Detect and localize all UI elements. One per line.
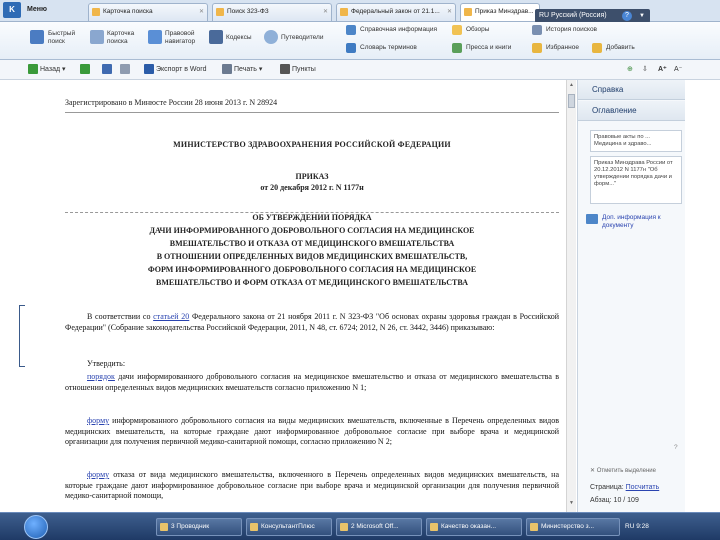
taskbar-item[interactable] xyxy=(526,518,620,536)
chevron-down-icon[interactable]: ▼ xyxy=(639,13,645,19)
text-span: В соответствии со xyxy=(87,312,154,321)
taskbar-label: 2 Microsoft Off... xyxy=(351,523,399,530)
close-icon[interactable]: ✕ xyxy=(446,9,452,15)
page-label: Страница: xyxy=(590,484,624,491)
reference-info-button[interactable]: Справочная информация xyxy=(360,26,437,33)
text-span: дачи информированного добровольного согласия на медицинское вмешательство и отказа от медицинского вмешательства в отношении определенных видов медицинских вмешательств согласно приложению N 1; xyxy=(65,372,559,392)
arrow-left-icon xyxy=(28,64,38,74)
help-tab[interactable]: Справка xyxy=(578,80,686,100)
tab-search-323[interactable] xyxy=(212,3,332,21)
press-books-button[interactable]: Пресса и книги xyxy=(466,44,512,51)
tab-federal-law[interactable] xyxy=(336,3,456,21)
start-button[interactable] xyxy=(24,515,48,539)
right-panel xyxy=(577,80,685,512)
paragraph-row xyxy=(590,496,639,505)
document-view[interactable] xyxy=(30,80,565,512)
form-consent-link[interactable]: форму xyxy=(87,416,110,425)
main-toolbar xyxy=(0,22,720,60)
contents-tab[interactable]: Оглавление xyxy=(578,101,686,121)
font-size-up-icon[interactable]: A⁺ xyxy=(658,66,667,73)
count-pages-link[interactable]: Посчитать xyxy=(625,484,660,491)
order-heading: ПРИКАЗ xyxy=(295,172,329,181)
tab-label: Карточка поиска xyxy=(103,8,153,15)
quick-search-button[interactable]: Быстрый поиск xyxy=(48,30,76,45)
current-document-card[interactable]: Приказ Минздрава России от 20.12.2012 N 1177н "Об утверждении порядка дачи и форм..." xyxy=(590,156,682,204)
taskbar-label: 3 Проводник xyxy=(171,523,210,530)
print-button[interactable]: Печать ▾ xyxy=(222,64,262,76)
forward-button[interactable] xyxy=(80,64,92,76)
approve-paragraph: Утвердить: xyxy=(87,359,126,368)
tab-order[interactable] xyxy=(460,3,540,21)
download-icon[interactable]: ⇩ xyxy=(642,66,648,73)
close-icon[interactable]: ✕ xyxy=(198,9,204,15)
language-indicator[interactable] xyxy=(535,9,650,23)
taskbar-item[interactable] xyxy=(336,518,422,536)
scroll-up-icon[interactable]: ▲ xyxy=(569,82,574,88)
info-doc-icon xyxy=(586,214,598,224)
divider xyxy=(65,112,559,113)
tab-label: Федеральный закон от 21.1... xyxy=(351,8,440,15)
add-favorite-icon[interactable] xyxy=(592,43,602,53)
star-icon[interactable] xyxy=(532,43,542,53)
history-icon[interactable] xyxy=(532,25,542,35)
reviews-icon[interactable] xyxy=(452,25,462,35)
additional-info-link[interactable]: Доп. информация к документу xyxy=(602,214,661,229)
text-span: информированного добровольного согласия на виды медицинских вмешательств, включенные в Перечень определенных видов медицинских вмешательств, на которые граждане дают информированное добровольное согласие при выборе врача и медицинской организации для получения первичной медико-санитарной помощи, согласно приложению N 2; xyxy=(65,416,559,446)
paragraph-label: Абзац: xyxy=(590,497,612,504)
export-word-button[interactable] xyxy=(144,64,207,76)
taskbar xyxy=(0,512,720,540)
taskbar-item[interactable] xyxy=(156,518,242,536)
guides-button[interactable]: Путеводители xyxy=(281,34,324,41)
preamble-paragraph xyxy=(65,312,559,333)
reviews-button[interactable]: Обзоры xyxy=(466,26,490,33)
document-icon xyxy=(430,523,438,531)
tab-strip xyxy=(0,0,720,22)
title-line: ВМЕШАТЕЛЬСТВО И ФОРМ ОТКАЗА ОТ МЕДИЦИНСКОГО ВМЕШАТЕЛЬСТВА xyxy=(156,278,468,287)
tab-label: Приказ Минздрав... xyxy=(475,8,534,15)
help-icon[interactable]: ? xyxy=(622,11,632,21)
taskbar-item[interactable] xyxy=(246,518,332,536)
item-paragraph xyxy=(65,416,559,448)
document-icon xyxy=(340,8,348,16)
save-button[interactable] xyxy=(102,64,114,76)
order-date: от 20 декабря 2012 г. N 1177н xyxy=(260,183,364,192)
save-icon xyxy=(102,64,112,74)
text-span: отказа от вида медицинского вмешательства, включенного в Перечень определенных видов медицинских вмешательств, на которые граждане дают информированное добровольное согласие при выборе врача и медицинской организации для получения первичной медико-санитарной помощи, xyxy=(65,470,559,500)
title-line: В ОТНОШЕНИИ ОПРЕДЕЛЕННЫХ ВИДОВ МЕДИЦИНСКИХ ВМЕШАТЕЛЬСТВ, xyxy=(156,252,468,261)
outer-margin xyxy=(685,80,720,512)
scrollbar-thumb[interactable] xyxy=(568,94,575,108)
print-preview-icon xyxy=(120,64,130,74)
registration-note: Зарегистрировано в Минюсте России 28 июня 2013 г. N 28924 xyxy=(65,98,278,107)
add-button[interactable]: Добавить xyxy=(606,44,635,51)
page-row xyxy=(590,483,659,492)
item-paragraph xyxy=(65,470,559,502)
press-books-icon[interactable] xyxy=(452,43,462,53)
word-icon xyxy=(144,64,154,74)
title-line: ОБ УТВЕРЖДЕНИИ ПОРЯДКА xyxy=(252,213,372,222)
export-word-label: Экспорт в Word xyxy=(156,66,207,73)
codes-icon[interactable] xyxy=(209,30,223,44)
selection-bracket xyxy=(19,305,25,367)
quick-search-icon[interactable] xyxy=(30,30,44,44)
document-icon xyxy=(530,523,538,531)
card-search-icon[interactable] xyxy=(90,30,104,44)
folder-icon xyxy=(160,523,168,531)
print-label: Печать xyxy=(234,66,257,73)
text-span: Федерального закона от 21 ноября 2011 г. N 323-ФЗ "Об основах охраны здоровья граждан в Российской Федерации" (Собрание законодательства Российской Федерации, 2011, N 48, ст. 6724; 2012, N 26, ст. 3442, 3446) приказываю: xyxy=(65,312,559,332)
app-icon xyxy=(250,523,258,531)
search-history-button[interactable]: История поисков xyxy=(546,26,598,33)
language-label: RU Русский (Россия) xyxy=(539,12,607,19)
dictionary-button[interactable]: Словарь терминов xyxy=(360,44,417,51)
back-button[interactable]: Назад ▾ xyxy=(28,64,66,76)
notes-label: Пункты xyxy=(292,66,316,73)
search-card-icon xyxy=(92,8,100,16)
legal-navigator-icon[interactable] xyxy=(148,30,162,44)
taskbar-label: КонсультантПлюс xyxy=(261,523,315,530)
office-icon xyxy=(340,523,348,531)
card-search-button[interactable]: Карточка поиска xyxy=(107,30,135,45)
form-refusal-link[interactable]: форму xyxy=(87,470,110,479)
scroll-down-icon[interactable]: ▼ xyxy=(569,500,574,506)
favorites-button[interactable]: Избранное xyxy=(546,44,579,51)
vertical-scrollbar[interactable] xyxy=(566,80,576,512)
paragraph-value: 10 / 109 xyxy=(613,497,639,504)
help-circle-icon[interactable]: ? xyxy=(674,444,678,451)
system-tray[interactable]: RU 9:28 xyxy=(625,523,649,530)
guides-icon[interactable] xyxy=(264,30,278,44)
printer-icon xyxy=(222,64,232,74)
back-label: Назад xyxy=(40,66,61,73)
close-icon[interactable]: ✕ xyxy=(322,9,328,15)
bookmarks-icon xyxy=(280,64,290,74)
ministry-heading: МИНИСТЕРСТВО ЗДРАВООХРАНЕНИЯ РОССИЙСКОЙ ФЕДЕРАЦИИ xyxy=(173,140,451,149)
app-logo[interactable]: K xyxy=(3,2,21,18)
left-gutter xyxy=(0,80,30,512)
item-paragraph xyxy=(65,372,559,393)
menu-button[interactable]: Меню xyxy=(27,6,47,13)
codes-button[interactable]: Кодексы xyxy=(226,34,252,41)
notes-button[interactable] xyxy=(280,64,316,76)
related-acts-card[interactable]: Правовые акты по ... Медицина и здраво... xyxy=(590,130,682,152)
taskbar-label: Качество оказан... xyxy=(441,523,497,530)
procedure-link[interactable]: порядок xyxy=(87,372,115,381)
highlight-button[interactable]: ✕ Отметить выделение xyxy=(590,468,656,474)
add-bookmark-icon[interactable]: ⊕ xyxy=(627,66,633,73)
tab-card-search[interactable] xyxy=(88,3,208,21)
title-line: ВМЕШАТЕЛЬСТВО И ОТКАЗА ОТ МЕДИЦИНСКОГО ВМЕШАТЕЛЬСТВА xyxy=(169,239,455,248)
print-preview-button[interactable] xyxy=(120,64,132,76)
arrow-right-icon xyxy=(80,64,90,74)
tab-label: Поиск 323-ФЗ xyxy=(227,8,269,15)
dictionary-icon[interactable] xyxy=(346,43,356,53)
font-size-down-icon[interactable]: A⁻ xyxy=(674,66,683,73)
reference-info-icon[interactable] xyxy=(346,25,356,35)
article-20-link[interactable]: статьей 20 xyxy=(153,312,190,321)
search-icon xyxy=(216,8,224,16)
document-icon xyxy=(464,8,472,16)
legal-navigator-button[interactable]: Правовой навигатор xyxy=(165,30,196,45)
taskbar-label: Министерство з... xyxy=(541,523,595,530)
title-line: ФОРМ ИНФОРМИРОВАННОГО ДОБРОВОЛЬНОГО СОГЛАСИЯ НА МЕДИЦИНСКОЕ xyxy=(147,265,477,274)
taskbar-item[interactable] xyxy=(426,518,522,536)
highlight-label: Отметить выделение xyxy=(596,468,656,474)
document-toolbar xyxy=(0,60,720,80)
title-line: ДАЧИ ИНФОРМИРОВАННОГО ДОБРОВОЛЬНОГО СОГЛАСИЯ НА МЕДИЦИНСКОЕ xyxy=(149,226,475,235)
